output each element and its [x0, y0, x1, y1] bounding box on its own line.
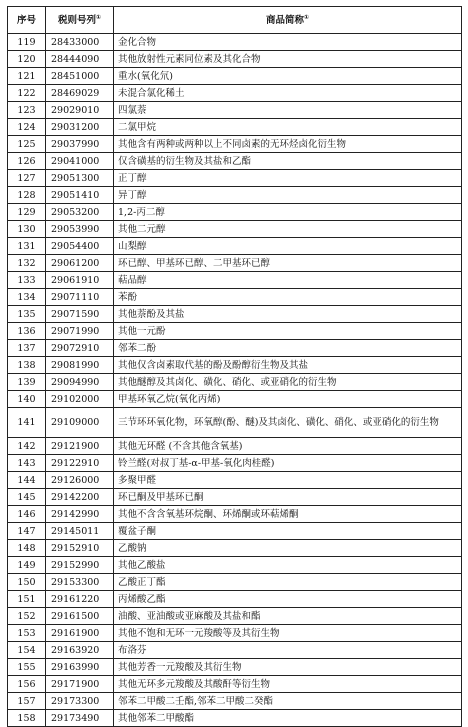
- row-tariff-code: 28433000: [46, 34, 114, 51]
- row-product-name: 其他含有两种或两种以上不同卤素的无环烃卤化衍生物: [114, 136, 462, 153]
- row-serial-number: 156: [8, 676, 46, 693]
- row-product-name: 其他不饱和无环一元羧酸等及其衍生物: [114, 625, 462, 642]
- row-product-name: 油酸、亚油酸或亚麻酸及其盐和酯: [114, 608, 462, 625]
- table-row: [8, 540, 462, 557]
- row-product-name: 正丁醇: [114, 170, 462, 187]
- row-product-name: 未混合氯化稀土: [114, 85, 462, 102]
- row-serial-number: 157: [8, 693, 46, 710]
- row-tariff-code: 28451000: [46, 68, 114, 85]
- row-serial-number: 133: [8, 272, 46, 289]
- row-tariff-code: 29094990: [46, 374, 114, 391]
- row-serial-number: 152: [8, 608, 46, 625]
- row-product-name: 1,2-丙二醇: [114, 204, 462, 221]
- row-tariff-code: 29041000: [46, 153, 114, 170]
- row-product-name: 其他无环醛 (不含其他含氧基): [114, 438, 462, 455]
- row-serial-number: 132: [8, 255, 46, 272]
- row-serial-number: 127: [8, 170, 46, 187]
- table-row: [8, 357, 462, 374]
- table-row: [8, 557, 462, 574]
- table-row: [8, 238, 462, 255]
- row-product-name: 其他仅含卤素取代基的酚及酚醇衍生物及其盐: [114, 357, 462, 374]
- tariff-table-page: [7, 6, 461, 727]
- row-product-name: 环已酮及甲基环已酮: [114, 489, 462, 506]
- row-product-name: 其他乙酸盐: [114, 557, 462, 574]
- row-tariff-code: 29126000: [46, 472, 114, 489]
- row-tariff-code: 29051410: [46, 187, 114, 204]
- table-row: [8, 455, 462, 472]
- tariff-table: [7, 6, 462, 727]
- row-product-name: 金化合物: [114, 34, 462, 51]
- table-row: [8, 255, 462, 272]
- row-product-name: 异丁醇: [114, 187, 462, 204]
- row-serial-number: 154: [8, 642, 46, 659]
- row-product-name: 其他二元醇: [114, 221, 462, 238]
- table-row: [8, 102, 462, 119]
- row-serial-number: 120: [8, 51, 46, 68]
- table-row: [8, 85, 462, 102]
- table-row: [8, 374, 462, 391]
- row-tariff-code: 29163920: [46, 642, 114, 659]
- table-row: [8, 51, 462, 68]
- row-tariff-code: 29173490: [46, 710, 114, 727]
- row-serial-number: 143: [8, 455, 46, 472]
- header-product-footnote-mark: ①: [303, 13, 310, 21]
- row-tariff-code: 29102000: [46, 391, 114, 408]
- table-row: [8, 119, 462, 136]
- row-serial-number: 138: [8, 357, 46, 374]
- row-serial-number: 147: [8, 523, 46, 540]
- row-product-name: 仅含磺基的衍生物及其盐和乙酯: [114, 153, 462, 170]
- row-tariff-code: 29161900: [46, 625, 114, 642]
- row-serial-number: 139: [8, 374, 46, 391]
- table-row: [8, 272, 462, 289]
- table-row: [8, 574, 462, 591]
- row-tariff-code: 28444090: [46, 51, 114, 68]
- row-tariff-code: 29161220: [46, 591, 114, 608]
- row-tariff-code: 29054400: [46, 238, 114, 255]
- header-serial-label: 序号: [16, 14, 36, 26]
- row-serial-number: 150: [8, 574, 46, 591]
- header-tariff-footnote-mark: ①: [95, 13, 102, 21]
- row-tariff-code: 29071990: [46, 323, 114, 340]
- table-row: [8, 659, 462, 676]
- header-product-label: 商品简称: [265, 14, 304, 26]
- row-serial-number: 149: [8, 557, 46, 574]
- table-row: [8, 438, 462, 455]
- row-product-name: 二氯甲烷: [114, 119, 462, 136]
- table-row: [8, 506, 462, 523]
- row-product-name: 其他放射性元素同位素及其化合物: [114, 51, 462, 68]
- row-serial-number: 141: [8, 408, 46, 438]
- row-serial-number: 126: [8, 153, 46, 170]
- row-tariff-code: 29121900: [46, 438, 114, 455]
- row-tariff-code: 29081990: [46, 357, 114, 374]
- row-serial-number: 119: [8, 34, 46, 51]
- table-row: [8, 187, 462, 204]
- row-product-name: 四氯萘: [114, 102, 462, 119]
- row-product-name: 布洛芬: [114, 642, 462, 659]
- table-row: [8, 323, 462, 340]
- table-row: [8, 340, 462, 357]
- row-serial-number: 145: [8, 489, 46, 506]
- row-serial-number: 144: [8, 472, 46, 489]
- row-tariff-code: 29031200: [46, 119, 114, 136]
- row-serial-number: 158: [8, 710, 46, 727]
- row-product-name: 其他萘酚及其盐: [114, 306, 462, 323]
- row-serial-number: 136: [8, 323, 46, 340]
- row-product-name: 邻苯二甲酸二壬酯,邻苯二甲酸二癸酯: [114, 693, 462, 710]
- row-tariff-code: 29051300: [46, 170, 114, 187]
- table-row: [8, 153, 462, 170]
- row-tariff-code: 29037990: [46, 136, 114, 153]
- row-product-name: 其他无环多元羧酸及其酸酐等衍生物: [114, 676, 462, 693]
- row-product-name: 乙酸钠: [114, 540, 462, 557]
- table-row: [8, 710, 462, 727]
- header-product-name: [114, 7, 462, 34]
- row-serial-number: 123: [8, 102, 46, 119]
- table-row: [8, 523, 462, 540]
- row-serial-number: 124: [8, 119, 46, 136]
- row-product-name: 其他邻苯二甲酸酯: [114, 710, 462, 727]
- row-product-name: 乙酸正丁酯: [114, 574, 462, 591]
- row-product-name: 苯酚: [114, 289, 462, 306]
- row-product-name: 甲基环氧乙烷(氧化丙烯): [114, 391, 462, 408]
- row-product-name: 其他芳香一元羧酸及其衍生物: [114, 659, 462, 676]
- row-product-name: 萜品醇: [114, 272, 462, 289]
- row-product-name: 多聚甲醛: [114, 472, 462, 489]
- row-serial-number: 142: [8, 438, 46, 455]
- row-product-name: 重水(氧化氘): [114, 68, 462, 85]
- table-row: [8, 489, 462, 506]
- table-row: [8, 472, 462, 489]
- row-tariff-code: 29072910: [46, 340, 114, 357]
- table-row: [8, 693, 462, 710]
- row-serial-number: 128: [8, 187, 46, 204]
- row-serial-number: 134: [8, 289, 46, 306]
- row-tariff-code: 29152990: [46, 557, 114, 574]
- row-tariff-code: 29071110: [46, 289, 114, 306]
- table-row: [8, 136, 462, 153]
- row-tariff-code: 29163990: [46, 659, 114, 676]
- row-serial-number: 135: [8, 306, 46, 323]
- row-product-name: 三节环环氧化物，环氧醇(酚、醚)及其卤化、磺化、硝化、或亚硝化的衍生物: [114, 408, 462, 438]
- row-serial-number: 140: [8, 391, 46, 408]
- table-body: [8, 34, 462, 727]
- row-tariff-code: 29109000: [46, 408, 114, 438]
- row-serial-number: 122: [8, 85, 46, 102]
- table-row: [8, 221, 462, 238]
- header-serial-number: [8, 7, 46, 34]
- row-product-name: 邻苯二酚: [114, 340, 462, 357]
- row-product-name: 其他醚醇及其卤化、磺化、硝化、或亚硝化的衍生物: [114, 374, 462, 391]
- row-product-name: 铃兰醛(对叔丁基-α-甲基-氧化肉桂醛): [114, 455, 462, 472]
- row-product-name: 环已醇、甲基环已醇、二甲基环已醇: [114, 255, 462, 272]
- table-row: [8, 306, 462, 323]
- row-tariff-code: 29173300: [46, 693, 114, 710]
- table-row: [8, 642, 462, 659]
- header-tariff-code: [46, 7, 114, 34]
- row-tariff-code: 29053200: [46, 204, 114, 221]
- row-product-name: 其他不含含氧基环烷酮、环烯酮或环萜烯酮: [114, 506, 462, 523]
- row-serial-number: 148: [8, 540, 46, 557]
- row-tariff-code: 29142990: [46, 506, 114, 523]
- row-tariff-code: 29171900: [46, 676, 114, 693]
- row-serial-number: 125: [8, 136, 46, 153]
- row-serial-number: 131: [8, 238, 46, 255]
- table-row: [8, 591, 462, 608]
- row-product-name: 覆盆子酮: [114, 523, 462, 540]
- row-tariff-code: 29161500: [46, 608, 114, 625]
- table-row: [8, 408, 462, 438]
- row-serial-number: 146: [8, 506, 46, 523]
- row-serial-number: 151: [8, 591, 46, 608]
- row-product-name: 山梨醇: [114, 238, 462, 255]
- row-serial-number: 121: [8, 68, 46, 85]
- header-tariff-label: 税则号列: [57, 14, 96, 26]
- row-tariff-code: 29029010: [46, 102, 114, 119]
- row-product-name: 丙烯酸乙酯: [114, 591, 462, 608]
- row-tariff-code: 29145011: [46, 523, 114, 540]
- row-tariff-code: 29142200: [46, 489, 114, 506]
- row-tariff-code: 29153300: [46, 574, 114, 591]
- row-serial-number: 153: [8, 625, 46, 642]
- table-row: [8, 608, 462, 625]
- row-product-name: 其他一元酚: [114, 323, 462, 340]
- row-serial-number: 155: [8, 659, 46, 676]
- row-tariff-code: 29053990: [46, 221, 114, 238]
- row-tariff-code: 28469029: [46, 85, 114, 102]
- table-row: [8, 204, 462, 221]
- table-row: [8, 34, 462, 51]
- row-serial-number: 129: [8, 204, 46, 221]
- table-row: [8, 676, 462, 693]
- table-row: [8, 625, 462, 642]
- row-tariff-code: 29071590: [46, 306, 114, 323]
- table-row: [8, 68, 462, 85]
- table-row: [8, 170, 462, 187]
- table-row: [8, 391, 462, 408]
- row-tariff-code: 29061200: [46, 255, 114, 272]
- table-header-row: [8, 7, 462, 34]
- row-serial-number: 137: [8, 340, 46, 357]
- row-serial-number: 130: [8, 221, 46, 238]
- row-tariff-code: 29061910: [46, 272, 114, 289]
- row-tariff-code: 29122910: [46, 455, 114, 472]
- table-row: [8, 289, 462, 306]
- row-tariff-code: 29152910: [46, 540, 114, 557]
